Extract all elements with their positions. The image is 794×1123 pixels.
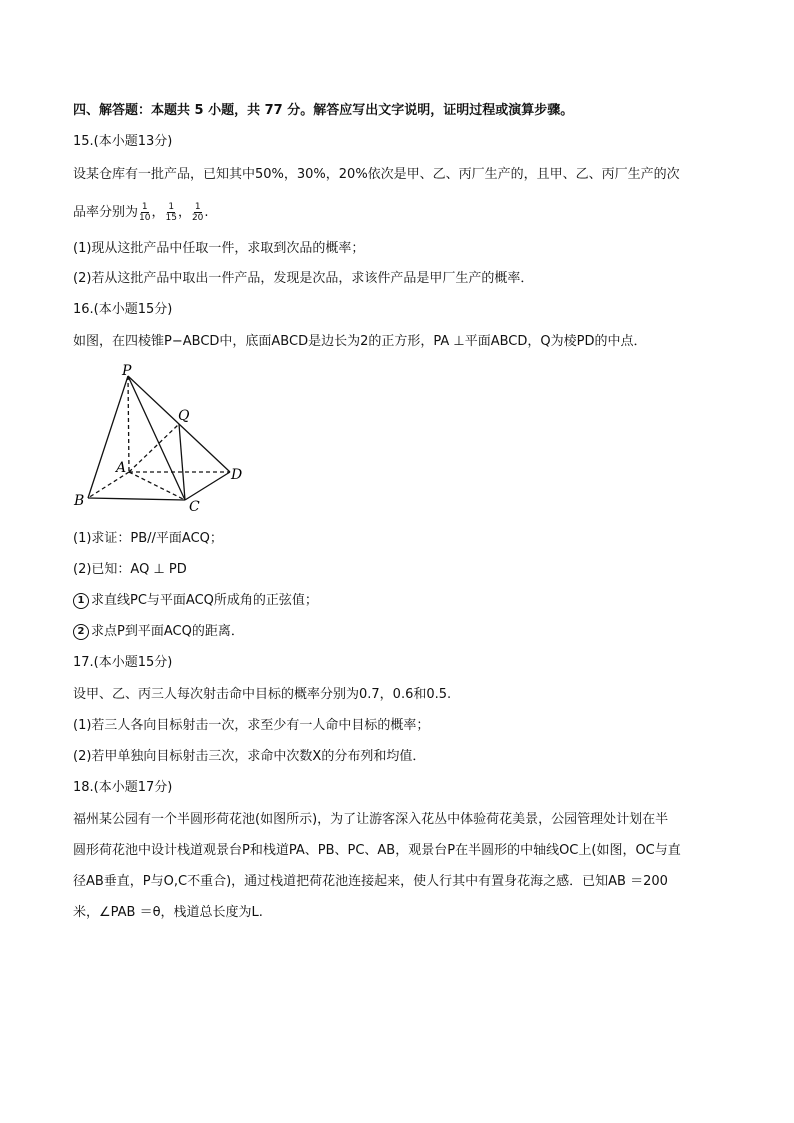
q15-title: 15.(本小题13分) <box>73 134 173 149</box>
q16-title: 16.(本小题15分) <box>73 302 173 317</box>
q16-stem: 如图，在四棱锥P−ABCD中，底面ABCD是边长为2的正方形，PA ⊥平面ABCD，Q为棱PD的中点． <box>73 334 647 349</box>
circled-number-1: 1 <box>73 593 89 609</box>
fraction-1-20: $\frac{1}{20}$ <box>191 202 204 223</box>
label-B: B <box>74 493 85 509</box>
label-C: C <box>189 499 200 514</box>
q17-part1: (1)若三人各向目标射击一次，求至少有一人命中目标的概率； <box>73 718 430 733</box>
q16-part1: (1)求证：PB//平面ACQ； <box>73 531 223 546</box>
edge-BC <box>88 498 185 500</box>
pyramid-figure <box>70 362 250 514</box>
fraction-1-10: $\frac{1}{10}$ <box>139 202 151 223</box>
q15-part1: (1)现从这批产品中任取一件，求取到次品的概率； <box>73 241 365 256</box>
q18-line2: 圆形荷花池中设计栈道观景台P和栈道PA、PB、PC、AB，观景台P在半圆形的中轴线OC上(如图，OC与直 <box>73 843 681 858</box>
q16-sub1: 1 求直线PC与平面ACQ所成角的正弦值； <box>73 592 318 610</box>
circled-number-2: 2 <box>73 624 89 640</box>
q17-stem: 设甲、乙、丙三人每次射击命中目标的概率分别为0.7，0.6和0.5. <box>73 687 452 702</box>
edge-PA <box>128 376 129 472</box>
q18-line3: 径AB垂直，P与O,C不重合)，通过栈道把荷花池连接起来，使人行其中有置身花海之感．已知AB ＝200 <box>73 874 668 889</box>
fraction-1-15: $\frac{1}{15}$ <box>165 202 177 223</box>
q18-title: 18.(本小题17分) <box>73 780 173 795</box>
section-header: 四、解答题：本题共 5 小题，共 77 分。解答应写出文字说明，证明过程或演算步骤。 <box>73 103 574 118</box>
label-A: A <box>116 460 127 476</box>
q17-title: 17.(本小题15分) <box>73 655 173 670</box>
label-D: D <box>231 467 243 483</box>
q15-stem-prefix: 品率分别为 <box>73 205 139 220</box>
edge-PB <box>88 376 128 498</box>
q16-part2: (2)已知：AQ ⊥ PD <box>73 562 187 577</box>
q16-sub2: 2 求点P到平面ACQ的距离． <box>73 623 244 641</box>
label-P: P <box>122 363 132 379</box>
edge-PC <box>128 376 185 500</box>
q18-line1: 福州某公园有一个半圆形荷花池(如图所示)，为了让游客深入花丛中体验荷花美景，公园管理处计划在半 <box>73 812 669 827</box>
label-Q: Q <box>178 408 190 424</box>
q15-part2: (2)若从这批产品中取出一件产品，发现是次品，求该件产品是甲厂生产的概率． <box>73 271 534 286</box>
q17-part2: (2)若甲单独向目标射击三次，求命中次数X的分布列和均值． <box>73 749 426 764</box>
q18-line4: 米，∠PAB ＝θ，栈道总长度为L. <box>73 905 263 920</box>
edge-CD <box>185 472 230 500</box>
q15-stem-line2: 品率分别为 $\frac{1}{10}$ ， $\frac{1}{15}$ ， $\frac{1}{20}$ . <box>73 202 209 223</box>
q15-stem-line1: 设某仓库有一批产品，已知其中50%，30%，20%依次是甲、乙、丙厂生产的，且甲、乙、丙厂生产的次 <box>73 167 680 182</box>
edge-AC <box>129 472 185 500</box>
